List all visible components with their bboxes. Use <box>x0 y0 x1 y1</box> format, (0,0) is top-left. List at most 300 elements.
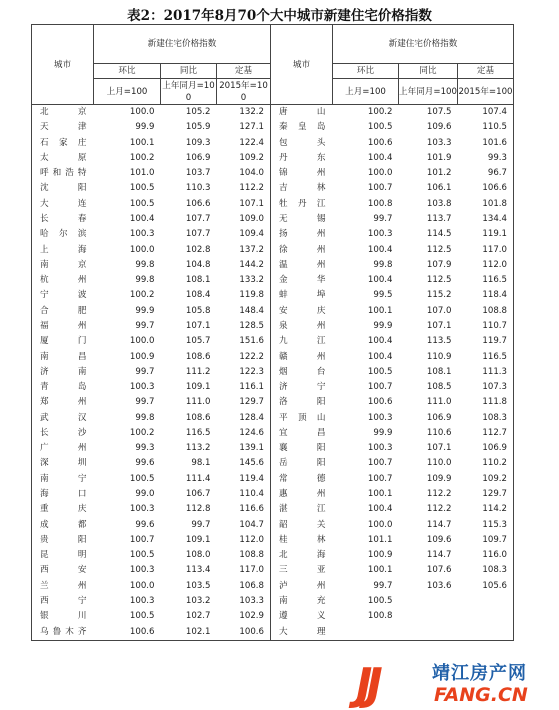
mom-left-cell: 99.7 <box>135 366 155 377</box>
mom-left-cell: 100.7 <box>129 534 155 545</box>
base-right-cell: 111.8 <box>458 395 514 410</box>
table-row <box>32 288 514 303</box>
base-right-cell: 115.3 <box>458 518 514 533</box>
city-left-cell: 合 肥 <box>32 304 94 319</box>
city-left-cell: 乌鲁木齐 <box>32 625 94 641</box>
city-right-cell: 锦 州 <box>271 166 333 181</box>
yoy-left-cell: 98.1 <box>191 458 211 469</box>
city-right-cell: 湛 江 <box>271 502 333 517</box>
yoy-right-cell: 111.0 <box>426 397 452 408</box>
base-right-cell: 129.7 <box>458 487 514 502</box>
table-row <box>32 533 514 548</box>
yoy-left-cell: 112.8 <box>185 504 211 515</box>
yoy-right-cell: 107.5 <box>426 107 452 117</box>
base-left-cell: 122.3 <box>239 366 264 377</box>
base-left-cell: 102.9 <box>239 611 264 622</box>
city-header-left: 城市 <box>32 25 94 105</box>
mom-right-cell: 100.8 <box>367 611 393 622</box>
yoy-header-left: 同比 <box>161 64 217 79</box>
base-left-cell: 106.8 <box>239 580 264 591</box>
city-left-cell: 长 沙 <box>32 426 94 441</box>
mom-right-cell: 100.3 <box>367 412 393 423</box>
city-right-cell: 包 头 <box>271 136 333 151</box>
table-row <box>32 563 514 578</box>
city-left-cell: 天 津 <box>32 120 94 135</box>
base-right-cell: 99.3 <box>458 151 514 166</box>
base-left-cell: 148.4 <box>239 305 264 316</box>
mom-right-cell: 100.4 <box>367 336 393 347</box>
base-right-cell: 119.1 <box>458 227 514 242</box>
yoy-left-cell: 106.7 <box>185 489 211 500</box>
city-right-cell: 大 理 <box>271 625 333 641</box>
mom-right-cell: 100.1 <box>367 305 393 316</box>
city-left-cell: 南 京 <box>32 258 94 273</box>
city-right-cell: 平顶山 <box>271 411 333 426</box>
base-right-cell <box>458 594 514 609</box>
base-right-cell: 118.4 <box>458 288 514 303</box>
mom-right-cell: 100.6 <box>367 137 393 148</box>
yoy-right-cell: 103.3 <box>426 137 452 148</box>
yoy-right-cell: 113.7 <box>426 213 452 224</box>
base-left-cell: 104.7 <box>239 519 264 530</box>
yoy-left-cell: 105.2 <box>185 107 211 117</box>
base-left-cell: 124.6 <box>239 427 264 438</box>
base-left-cell: 103.3 <box>239 596 264 606</box>
base-left-cell: 128.5 <box>239 320 264 331</box>
base-left-cell: 144.2 <box>239 259 264 270</box>
city-left-cell: 哈尔滨 <box>32 227 94 242</box>
yoy-left-cell: 108.6 <box>185 351 211 362</box>
mom-right-cell: 100.3 <box>367 443 393 454</box>
city-right-cell: 三 亚 <box>271 563 333 578</box>
base-right-cell: 110.2 <box>458 456 514 471</box>
city-left-cell: 石家庄 <box>32 136 94 151</box>
base-base-right: 2015年=100 <box>458 79 514 105</box>
base-right-cell: 108.3 <box>458 563 514 578</box>
city-left-cell: 武 汉 <box>32 411 94 426</box>
city-right-cell: 北 海 <box>271 548 333 563</box>
base-right-cell: 105.6 <box>458 579 514 594</box>
city-left-cell: 杭 州 <box>32 273 94 288</box>
mom-left-cell: 100.4 <box>129 213 155 224</box>
yoy-left-cell: 111.4 <box>185 473 211 484</box>
yoy-left-cell: 110.3 <box>185 183 211 194</box>
table-row <box>32 609 514 624</box>
table-row <box>32 197 514 212</box>
yoy-right-cell: 110.9 <box>426 351 452 362</box>
table-row <box>32 441 514 456</box>
yoy-right-cell: 112.5 <box>426 275 452 286</box>
mom-right-cell: 100.9 <box>367 550 393 561</box>
yoy-right-cell: 107.1 <box>426 443 452 454</box>
city-right-cell: 韶 关 <box>271 518 333 533</box>
mom-right-cell: 100.0 <box>367 168 393 179</box>
city-left-cell: 福 州 <box>32 319 94 334</box>
base-left-cell: 116.6 <box>239 504 264 515</box>
table-row <box>32 518 514 533</box>
yoy-right-cell: 112.2 <box>426 504 452 515</box>
table-row <box>32 334 514 349</box>
base-header-left: 定基 <box>217 64 271 79</box>
city-header-right: 城市 <box>271 25 333 105</box>
base-right-cell: 110.5 <box>458 120 514 135</box>
city-left-cell: 郑 州 <box>32 395 94 410</box>
yoy-left-cell: 107.7 <box>185 229 211 240</box>
yoy-left-cell: 109.1 <box>185 534 211 545</box>
city-left-cell: 昆 明 <box>32 548 94 563</box>
mom-left-cell: 99.0 <box>135 489 155 500</box>
base-left-cell: 119.4 <box>239 473 264 484</box>
city-left-cell: 贵 阳 <box>32 533 94 548</box>
table-row <box>32 227 514 242</box>
yoy-right-cell: 112.2 <box>426 489 452 500</box>
city-left-cell: 北 京 <box>32 105 94 121</box>
mom-left-cell: 100.0 <box>129 336 155 347</box>
table-row <box>32 411 514 426</box>
yoy-right-cell: 101.9 <box>426 152 452 163</box>
base-left-cell: 133.2 <box>239 275 264 286</box>
city-left-cell: 西 宁 <box>32 594 94 609</box>
city-right-cell: 南 充 <box>271 594 333 609</box>
table-row <box>32 243 514 258</box>
mom-left-cell: 99.8 <box>135 275 155 286</box>
base-left-cell: 109.0 <box>239 213 264 224</box>
yoy-left-cell: 102.7 <box>185 611 211 622</box>
mom-left-cell: 100.3 <box>129 229 155 240</box>
table-row <box>32 273 514 288</box>
base-right-cell: 108.8 <box>458 304 514 319</box>
table-row <box>32 350 514 365</box>
yoy-right-cell: 110.6 <box>426 427 452 438</box>
city-right-cell: 吉 林 <box>271 181 333 196</box>
base-left-cell: 110.4 <box>239 489 264 500</box>
yoy-right-cell: 106.1 <box>426 183 452 194</box>
city-left-cell: 上 海 <box>32 243 94 258</box>
table-row <box>32 472 514 487</box>
mom-left-cell: 99.6 <box>135 458 155 469</box>
base-right-cell: 107.3 <box>458 380 514 395</box>
yoy-left-cell: 109.1 <box>185 382 211 393</box>
base-left-cell: 112.2 <box>239 183 264 194</box>
city-left-cell: 西 安 <box>32 563 94 578</box>
mom-right-cell: 100.7 <box>367 183 393 194</box>
base-left-cell: 127.1 <box>239 122 264 133</box>
mom-right-cell: 100.2 <box>367 107 393 117</box>
city-left-cell: 呼和浩特 <box>32 166 94 181</box>
city-left-cell: 南 昌 <box>32 350 94 365</box>
watermark-site-name: 靖江房产网 <box>432 663 527 684</box>
city-right-cell: 泉 州 <box>271 319 333 334</box>
base-left-cell: 109.2 <box>239 152 264 163</box>
yoy-header-right: 同比 <box>399 64 458 79</box>
base-right-cell: 116.5 <box>458 273 514 288</box>
table-row <box>32 105 514 121</box>
base-left-cell: 112.0 <box>239 534 264 545</box>
mom-right-cell: 99.5 <box>373 290 393 301</box>
mom-left-cell: 100.1 <box>129 137 155 148</box>
base-left-cell: 128.4 <box>239 412 264 423</box>
table-row <box>32 579 514 594</box>
yoy-right-cell: 114.5 <box>426 229 452 240</box>
mom-left-cell: 100.5 <box>129 198 155 209</box>
table-row <box>32 181 514 196</box>
base-right-cell: 112.7 <box>458 426 514 441</box>
mom-left-cell: 100.5 <box>129 550 155 561</box>
city-left-cell: 广 州 <box>32 441 94 456</box>
city-left-cell: 沈 阳 <box>32 181 94 196</box>
table-row <box>32 212 514 227</box>
yoy-left-cell: 99.7 <box>191 519 211 530</box>
city-left-cell: 厦 门 <box>32 334 94 349</box>
base-right-cell: 116.5 <box>458 350 514 365</box>
mom-left-cell: 99.3 <box>135 443 155 454</box>
table-row <box>32 365 514 380</box>
yoy-left-cell: 105.9 <box>185 122 211 133</box>
base-right-cell <box>458 609 514 624</box>
yoy-right-cell: 103.8 <box>426 198 452 209</box>
mom-left-cell: 100.5 <box>129 611 155 622</box>
index-group-header-right: 新建住宅价格指数 <box>333 25 514 64</box>
mom-left-cell: 100.6 <box>94 625 161 641</box>
yoy-right-cell: 108.1 <box>426 366 452 377</box>
yoy-left-cell: 106.6 <box>185 198 211 209</box>
table-row <box>32 395 514 410</box>
mom-right-cell: 100.0 <box>367 519 393 530</box>
base-right-cell: 101.8 <box>458 197 514 212</box>
city-right-cell: 徐 州 <box>271 243 333 258</box>
base-right-cell: 112.0 <box>458 258 514 273</box>
yoy-left-cell: 103.5 <box>185 580 211 591</box>
watermark-domain: FANG.CN <box>434 684 528 706</box>
base-left-cell: 151.6 <box>239 336 264 347</box>
city-right-cell: 泸 州 <box>271 579 333 594</box>
base-left-cell: 104.0 <box>239 168 264 179</box>
yoy-right-cell: 107.9 <box>426 259 452 270</box>
yoy-left-cell: 104.8 <box>185 259 211 270</box>
yoy-left-cell: 105.8 <box>185 305 211 316</box>
city-right-cell: 赣 州 <box>271 350 333 365</box>
base-right-cell: 114.2 <box>458 502 514 517</box>
city-left-cell: 海 口 <box>32 487 94 502</box>
city-right-cell: 桂 林 <box>271 533 333 548</box>
mom-left-cell: 100.0 <box>129 107 155 117</box>
base-right-cell: 106.9 <box>458 441 514 456</box>
base-right-cell: 109.7 <box>458 533 514 548</box>
city-right-cell: 无 锡 <box>271 212 333 227</box>
base-left-cell: 132.2 <box>239 107 264 117</box>
index-group-header-left: 新建住宅价格指数 <box>94 25 271 64</box>
yoy-left-cell: 108.0 <box>185 550 211 561</box>
base-right-cell <box>458 625 514 641</box>
mom-right-cell: 101.1 <box>367 534 393 545</box>
base-right-cell: 107.4 <box>458 105 514 121</box>
city-right-cell: 扬 州 <box>271 227 333 242</box>
yoy-left-cell: 106.9 <box>185 152 211 163</box>
mom-left-cell: 101.0 <box>129 168 155 179</box>
yoy-left-cell: 103.7 <box>185 168 211 179</box>
base-header-right: 定基 <box>458 64 514 79</box>
yoy-right-cell: 114.7 <box>426 519 452 530</box>
base-right-cell: 119.7 <box>458 334 514 349</box>
city-left-cell: 成 都 <box>32 518 94 533</box>
mom-right-cell: 100.1 <box>367 489 393 500</box>
yoy-right-cell: 113.5 <box>426 336 452 347</box>
base-right-cell: 101.6 <box>458 136 514 151</box>
mom-right-cell: 100.7 <box>367 382 393 393</box>
city-right-cell: 金 华 <box>271 273 333 288</box>
city-right-cell: 宜 昌 <box>271 426 333 441</box>
city-right-cell: 襄 阳 <box>271 441 333 456</box>
base-right-cell: 109.2 <box>458 472 514 487</box>
yoy-right-cell: 109.6 <box>426 122 452 133</box>
city-left-cell: 深 圳 <box>32 456 94 471</box>
city-left-cell: 长 春 <box>32 212 94 227</box>
table-row <box>32 625 514 641</box>
table-row <box>32 166 514 181</box>
city-right-cell: 遵 义 <box>271 609 333 624</box>
mom-right-cell: 99.7 <box>373 213 393 224</box>
city-right-cell: 九 江 <box>271 334 333 349</box>
mom-base-right: 上月=100 <box>333 79 399 105</box>
mom-right-cell: 99.9 <box>373 320 393 331</box>
yoy-right-cell: 109.9 <box>426 473 452 484</box>
base-right-cell: 111.3 <box>458 365 514 380</box>
mom-left-cell: 100.9 <box>129 351 155 362</box>
base-left-cell: 119.8 <box>239 290 264 301</box>
mom-right-cell: 100.5 <box>367 366 393 377</box>
city-right-cell: 惠 州 <box>271 487 333 502</box>
city-left-cell: 太 原 <box>32 151 94 166</box>
mom-left-cell: 100.2 <box>129 290 155 301</box>
mom-right-cell: 100.4 <box>367 275 393 286</box>
mom-right-cell: 100.4 <box>367 152 393 163</box>
yoy-right-cell <box>399 625 458 641</box>
table-row <box>32 487 514 502</box>
yoy-right-cell: 109.6 <box>426 534 452 545</box>
city-left-cell: 青 岛 <box>32 380 94 395</box>
mom-left-cell: 99.8 <box>135 259 155 270</box>
city-right-cell: 唐 山 <box>271 105 333 121</box>
yoy-right-cell: 101.2 <box>426 168 452 179</box>
base-right-cell: 117.0 <box>458 243 514 258</box>
city-right-cell: 牡丹江 <box>271 197 333 212</box>
city-right-cell: 常 德 <box>271 472 333 487</box>
mom-header-right: 环比 <box>333 64 399 79</box>
yoy-left-cell: 111.2 <box>185 366 211 377</box>
yoy-left-cell: 102.1 <box>161 625 217 641</box>
city-left-cell: 兰 州 <box>32 579 94 594</box>
city-left-cell: 济 南 <box>32 365 94 380</box>
mom-right-cell: 99.8 <box>373 259 393 270</box>
base-left-cell: 122.2 <box>239 351 264 362</box>
mom-left-cell: 100.3 <box>129 565 155 576</box>
base-right-cell: 116.0 <box>458 548 514 563</box>
city-right-cell: 温 州 <box>271 258 333 273</box>
yoy-right-cell: 107.0 <box>426 305 452 316</box>
base-left-cell: 117.0 <box>239 565 264 576</box>
yoy-left-cell: 111.0 <box>185 397 211 408</box>
mom-right-cell <box>333 625 399 641</box>
mom-left-cell: 100.2 <box>129 152 155 163</box>
table-row <box>32 151 514 166</box>
yoy-right-cell: 107.1 <box>426 320 452 331</box>
yoy-left-cell: 105.7 <box>185 336 211 347</box>
base-left-cell: 109.4 <box>239 229 264 240</box>
base-left-cell: 139.1 <box>239 443 264 454</box>
table-row <box>32 456 514 471</box>
city-right-cell: 济 宁 <box>271 380 333 395</box>
yoy-left-cell: 116.5 <box>185 427 211 438</box>
yoy-right-cell <box>399 609 458 624</box>
yoy-right-cell: 110.0 <box>426 458 452 469</box>
mom-right-cell: 99.7 <box>373 580 393 591</box>
yoy-base-right: 上年同月=100 <box>399 79 458 105</box>
city-right-cell: 秦皇岛 <box>271 120 333 135</box>
yoy-base-left: 上年同月=100 <box>162 80 215 103</box>
yoy-right-cell: 103.6 <box>426 580 452 591</box>
mom-right-cell: 100.6 <box>367 397 393 408</box>
mom-right-cell: 100.4 <box>367 351 393 362</box>
table-row <box>32 136 514 151</box>
yoy-right-cell <box>399 594 458 609</box>
yoy-right-cell: 115.2 <box>426 290 452 301</box>
yoy-left-cell: 102.8 <box>185 244 211 255</box>
mom-right-cell: 100.3 <box>367 229 393 240</box>
base-right-cell: 110.7 <box>458 319 514 334</box>
mom-left-cell: 100.2 <box>129 427 155 438</box>
city-right-cell: 烟 台 <box>271 365 333 380</box>
table-row <box>32 548 514 563</box>
mom-header-left: 环比 <box>94 64 161 79</box>
city-right-cell: 洛 阳 <box>271 395 333 410</box>
base-left-cell: 122.4 <box>239 137 264 148</box>
base-left-cell: 129.7 <box>239 397 264 408</box>
yoy-right-cell: 107.6 <box>426 565 452 576</box>
mom-right-cell: 100.4 <box>367 244 393 255</box>
mom-left-cell: 100.3 <box>129 596 155 606</box>
city-left-cell: 大 连 <box>32 197 94 212</box>
base-right-cell: 134.4 <box>458 212 514 227</box>
yoy-left-cell: 103.2 <box>185 596 211 606</box>
yoy-left-cell: 107.1 <box>185 320 211 331</box>
mom-left-cell: 100.5 <box>129 183 155 194</box>
table-title: 表2：2017年8月70个大中城市新建住宅价格指数 <box>127 8 432 24</box>
mom-right-cell: 100.7 <box>367 458 393 469</box>
mom-right-cell: 100.5 <box>367 122 393 133</box>
mom-left-cell: 100.0 <box>129 244 155 255</box>
mom-right-cell: 99.9 <box>373 427 393 438</box>
base-left-cell: 107.1 <box>239 198 264 209</box>
mom-left-cell: 99.9 <box>135 122 155 133</box>
mom-right-cell: 100.7 <box>367 473 393 484</box>
table-row <box>32 258 514 273</box>
city-left-cell: 重 庆 <box>32 502 94 517</box>
city-left-cell: 银 川 <box>32 609 94 624</box>
yoy-left-cell: 108.6 <box>185 412 211 423</box>
yoy-left-cell: 108.4 <box>185 290 211 301</box>
table-row <box>32 502 514 517</box>
city-right-cell: 岳 阳 <box>271 456 333 471</box>
base-right-cell: 96.7 <box>458 166 514 181</box>
table-row <box>32 426 514 441</box>
yoy-left-cell: 113.4 <box>185 565 211 576</box>
watermark-logo-mark: JJ <box>356 659 377 710</box>
price-index-table <box>31 24 514 641</box>
city-right-cell: 安 庆 <box>271 304 333 319</box>
yoy-left-cell: 107.7 <box>185 213 211 224</box>
yoy-left-cell: 109.3 <box>185 137 211 148</box>
city-right-cell: 丹 东 <box>271 151 333 166</box>
